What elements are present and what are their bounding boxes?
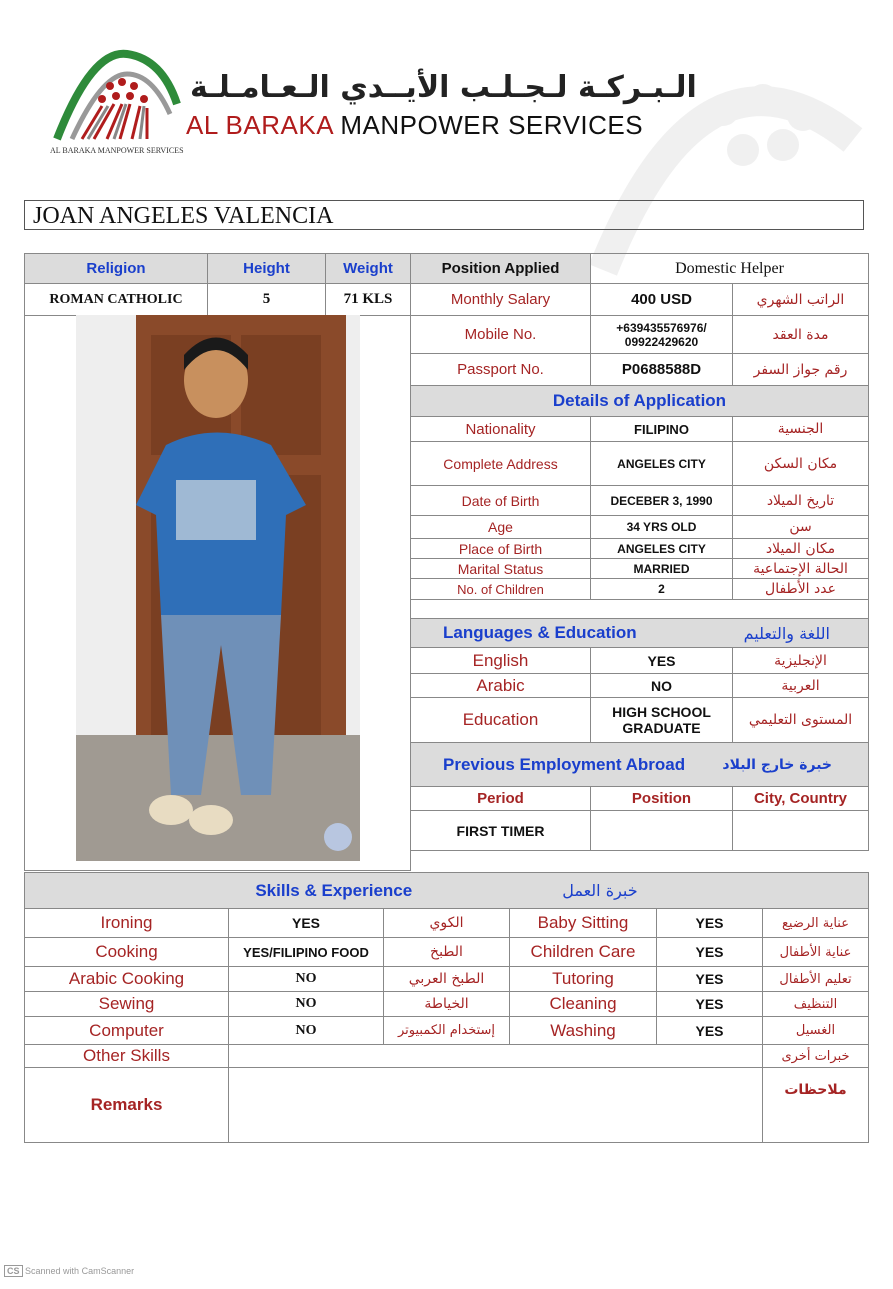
- previous-header: [410, 742, 869, 787]
- weight-label: Weight: [325, 253, 411, 284]
- candidate-name: JOAN ANGELES VALENCIA: [24, 200, 864, 230]
- marital-arabic: الحالة الإجتماعية: [732, 558, 869, 579]
- skills-header: [24, 872, 869, 909]
- skill-computer-label: Computer: [24, 1016, 229, 1045]
- spacer-row: [410, 599, 869, 619]
- skill-computer-value: NO: [228, 1016, 384, 1045]
- languages-header-label: Languages & Education: [443, 623, 637, 642]
- education-label: Education: [410, 697, 591, 743]
- age-arabic: سن: [732, 515, 869, 539]
- skill-computer-arabic: إستخدام الكمبيوتر: [383, 1016, 510, 1045]
- company-name-english: [186, 110, 643, 141]
- details-header: Details of Application: [410, 385, 869, 417]
- weight-value: 71 KLS: [325, 283, 411, 316]
- address-label: Complete Address: [410, 441, 591, 486]
- skills-header-label: Skills & Experience: [255, 880, 413, 900]
- marital-value: MARRIED: [590, 558, 733, 579]
- remarks-label: Remarks: [24, 1067, 229, 1143]
- arabic-value: NO: [590, 673, 733, 698]
- skills-header-arabic: خبرة العمل: [562, 881, 638, 900]
- company-name-arabic: الـبـركـة لـجـلـب الأيــدي الـعـامـلـة: [190, 70, 697, 105]
- skill-childrencare-value: YES: [656, 937, 763, 967]
- dob-label: Date of Birth: [410, 485, 591, 516]
- passport-label: Passport No.: [410, 353, 591, 386]
- skill-cleaning-label: Cleaning: [509, 991, 657, 1017]
- nationality-value: FILIPINO: [590, 416, 733, 442]
- position-value: Domestic Helper: [590, 253, 869, 284]
- children-value: 2: [590, 578, 733, 600]
- address-arabic: مكان السكن: [732, 441, 869, 486]
- height-label: Height: [207, 253, 326, 284]
- passport-value: P0688588D: [590, 353, 733, 386]
- pob-label: Place of Birth: [410, 538, 591, 559]
- religion-label: Religion: [24, 253, 208, 284]
- pob-value: ANGELES CITY: [590, 538, 733, 559]
- education-arabic: المستوى التعليمي: [732, 697, 869, 743]
- position-col-header: Position: [590, 786, 733, 811]
- skill-tutoring-arabic: تعليم الأطفال: [762, 966, 869, 992]
- english-arabic: الإنجليزية: [732, 647, 869, 674]
- skill-childrencare-arabic: عناية الأطفال: [762, 937, 869, 967]
- mobile-label: Mobile No.: [410, 315, 591, 354]
- salary-label: Monthly Salary: [410, 283, 591, 316]
- company-logo: [52, 44, 182, 144]
- skill-tutoring-label: Tutoring: [509, 966, 657, 992]
- skill-cooking-arabic: الطبخ: [383, 937, 510, 967]
- position-label: Position Applied: [410, 253, 591, 284]
- skill-arabiccooking-value: NO: [228, 966, 384, 992]
- company-name-small: AL BARAKA MANPOWER SERVICES: [50, 146, 184, 155]
- age-label: Age: [410, 515, 591, 539]
- other-skills-value: [228, 1044, 763, 1068]
- age-value: 34 YRS OLD: [590, 515, 733, 539]
- skill-ironing-label: Ironing: [24, 908, 229, 938]
- skill-tutoring-value: YES: [656, 966, 763, 992]
- skill-cooking-label: Cooking: [24, 937, 229, 967]
- company-name-part1: AL BARAKA: [186, 110, 333, 140]
- previous-header-arabic: خبرة خارج البلاد: [722, 756, 832, 773]
- arabic-arabic: العربية: [732, 673, 869, 698]
- watermark-logo: [583, 20, 863, 280]
- skill-washing-value: YES: [656, 1016, 763, 1045]
- camscanner-icon: CS: [4, 1265, 23, 1277]
- skill-arabiccooking-label: Arabic Cooking: [24, 966, 229, 992]
- salary-value: 400 USD: [590, 283, 733, 316]
- city-col-header: City, Country: [732, 786, 869, 811]
- skill-cleaning-arabic: التنظيف: [762, 991, 869, 1017]
- skill-washing-arabic: الغسيل: [762, 1016, 869, 1045]
- period-col-header: Period: [410, 786, 591, 811]
- previous-header-label: Previous Employment Abroad: [443, 754, 686, 774]
- remarks-arabic: ملاحظات: [762, 1067, 869, 1143]
- address-value: ANGELES CITY: [590, 441, 733, 486]
- mobile-value: +639435576976/ 09922429620: [590, 315, 733, 354]
- other-skills-arabic: خبرات أخرى: [762, 1044, 869, 1068]
- english-value: YES: [590, 647, 733, 674]
- pob-arabic: مكان الميلاد: [732, 538, 869, 559]
- skill-sewing-label: Sewing: [24, 991, 229, 1017]
- languages-header-arabic: اللغة والتعليم: [743, 623, 830, 643]
- salary-label-arabic: الراتب الشهري: [732, 283, 869, 316]
- dob-value: DECEBER 3, 1990: [590, 485, 733, 516]
- position-value-empty: [590, 810, 733, 851]
- marital-label: Marital Status: [410, 558, 591, 579]
- religion-value: ROMAN CATHOLIC: [24, 283, 208, 316]
- mobile-label-arabic: مدة العقد: [732, 315, 869, 354]
- nationality-label: Nationality: [410, 416, 591, 442]
- skill-washing-label: Washing: [509, 1016, 657, 1045]
- other-skills-label: Other Skills: [24, 1044, 229, 1068]
- arabic-label: Arabic: [410, 673, 591, 698]
- children-arabic: عدد الأطفال: [732, 578, 869, 600]
- candidate-photo: [76, 315, 360, 861]
- skill-ironing-arabic: الكوي: [383, 908, 510, 938]
- children-label: No. of Children: [410, 578, 591, 600]
- passport-label-arabic: رقم جواز السفر: [732, 353, 869, 386]
- company-name-part2: MANPOWER SERVICES: [340, 110, 644, 140]
- skill-arabiccooking-arabic: الطبخ العربي: [383, 966, 510, 992]
- city-value-empty: [732, 810, 869, 851]
- scanner-footer-text: Scanned with CamScanner: [25, 1266, 135, 1276]
- skill-babysitting-value: YES: [656, 908, 763, 938]
- education-value: HIGH SCHOOL GRADUATE: [590, 697, 733, 743]
- dob-arabic: تاريخ الميلاد: [732, 485, 869, 516]
- scanner-footer: [4, 1266, 134, 1276]
- nationality-arabic: الجنسية: [732, 416, 869, 442]
- skill-childrencare-label: Children Care: [509, 937, 657, 967]
- height-value: 5: [207, 283, 326, 316]
- skill-ironing-value: YES: [228, 908, 384, 938]
- skill-babysitting-arabic: عناية الرضيع: [762, 908, 869, 938]
- skill-babysitting-label: Baby Sitting: [509, 908, 657, 938]
- skill-sewing-arabic: الخياطة: [383, 991, 510, 1017]
- english-label: English: [410, 647, 591, 674]
- skill-sewing-value: NO: [228, 991, 384, 1017]
- period-value: FIRST TIMER: [410, 810, 591, 851]
- skill-cooking-value: YES/FILIPINO FOOD: [228, 937, 384, 967]
- languages-header: [410, 618, 869, 648]
- skill-cleaning-value: YES: [656, 991, 763, 1017]
- remarks-value: [228, 1067, 763, 1143]
